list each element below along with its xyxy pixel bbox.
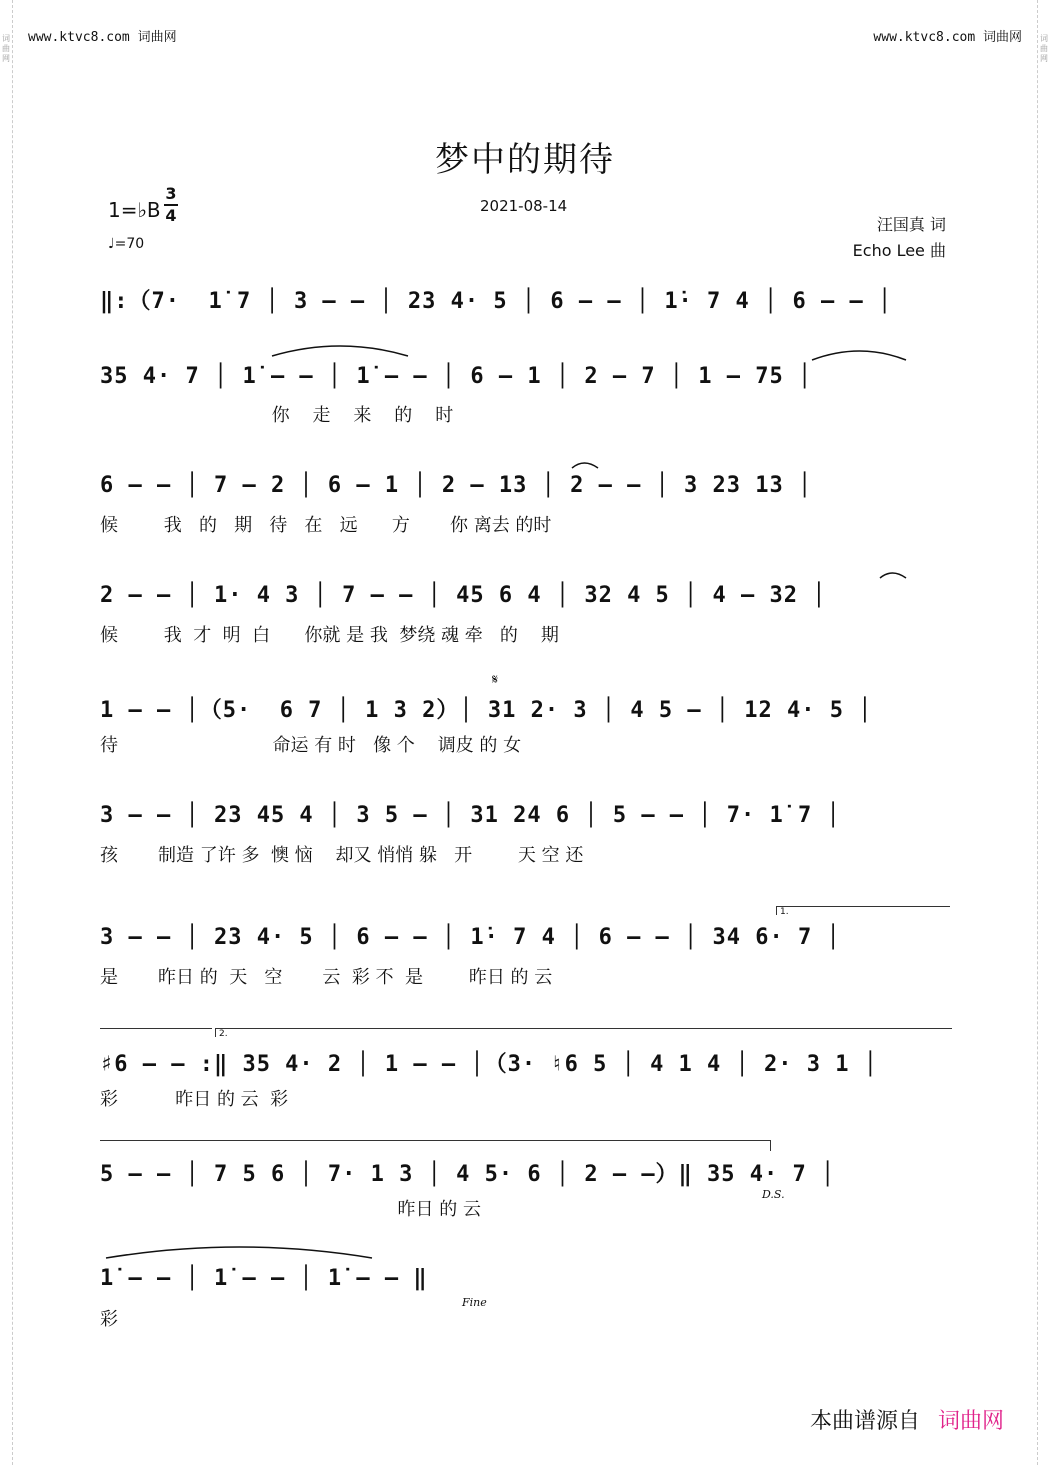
lyricist-credit: 汪国真 词 — [876, 215, 946, 234]
lyrics-row-4: 候 我 才 明 白 你就 是 我 梦绕 魂 牵 的 期 — [100, 625, 559, 646]
song-title: 梦中的期待 — [435, 140, 615, 180]
lyrics-row-8: 彩 昨日 的 云 彩 — [100, 1089, 289, 1110]
edge-watermark: 词曲网 — [2, 34, 10, 63]
notes-row-8: ♯6 – – :‖ 35 4· 2 │ 1 – – │（3· ♮6 5 │ 4 1 4 │ 2· 3 1 │ — [100, 1052, 878, 1077]
slur-arc — [880, 573, 906, 578]
notes-row-10: 1̇ – – │ 1̇ – – │ 1̇ – – ‖ — [100, 1266, 428, 1291]
notes-row-3: 6 – – │ 7 – 2 │ 6 – 1 │ 2 – 13 │ 2 – – │ 3 23 13 │ — [100, 473, 813, 498]
notes-row-4: 2 – – │ 1· 4 3 │ 7 – – │ 45 6 4 │ 32 4 5 │ 4 – 32 │ — [100, 583, 827, 608]
fine-marking: Fine — [462, 1296, 487, 1309]
tempo-marking: ♩=70 — [108, 236, 145, 252]
footer-source — [810, 1404, 1004, 1435]
lyrics-row-6: 孩 制造 了许 多 懊 恼 却又 悄悄 躲 开 天 空 还 — [100, 845, 584, 866]
lyrics-row-7: 是 昨日 的 天 空 云 彩 不 是 昨日 的 云 — [100, 967, 553, 988]
site-url-right[interactable]: www.ktvc8.com 词曲网 — [873, 30, 1022, 45]
slur-arc — [572, 463, 598, 468]
notes-row-5: 1 – – │（5· 6 7 │ 1 3 2）│ 31 2· 3 │ 4 5 – │ 12 4· 5 │ — [100, 698, 873, 723]
lyrics-row-10: 彩 — [100, 1309, 118, 1330]
composer-credit: Echo Lee 曲 — [852, 241, 946, 260]
time-numerator: 3 — [165, 184, 177, 203]
footer-brand-link[interactable]: 词曲网 — [937, 1409, 1004, 1434]
ds-marking: D.S. — [762, 1188, 785, 1201]
notes-row-9: 5 – – │ 7 5 6 │ 7· 1 3 │ 4 5· 6 │ 2 – –）‖ 35 4· 7 │ — [100, 1162, 836, 1187]
time-denominator: 4 — [165, 206, 177, 225]
slur-arc — [106, 1247, 372, 1258]
notes-row-6: 3 – – │ 23 45 4 │ 3 5 – │ 31 24 6 │ 5 – – │ 7· 1̇ 7 │ — [100, 803, 841, 828]
edge-watermark: 词曲网 — [1040, 34, 1048, 63]
date-label: 2021-08-14 — [480, 197, 568, 215]
lyrics-row-3: 候 我 的 期 待 在 远 方 你 离去 的时 — [100, 515, 552, 536]
notes-row-7: 3 – – │ 23 4· 5 │ 6 – – │ 1̇· 7 4 │ 6 – – │ 34 6· 7 │ — [100, 925, 841, 950]
volta-1-label: 1. — [780, 907, 789, 917]
slur-arc — [812, 351, 906, 360]
segno-sign: 𝄋 — [492, 672, 499, 688]
notes-row-2: 35 4· 7 │ 1̇ – – │ 1̇ – – │ 6 – 1 │ 2 – 7 │ 1 – 75 │ — [100, 364, 813, 389]
notes-row-1: ‖:（7· 1̇ 7 │ 3 – – │ 23 4· 5 │ 6 – – │ 1̇· 7 4 │ 6 – – │ — [100, 289, 893, 314]
slur-arc — [272, 346, 408, 356]
lyrics-row-2: 你 走 来 的 时 — [100, 405, 454, 426]
lyrics-row-9: 昨日 的 云 — [100, 1199, 481, 1220]
key-label: 1=♭B — [108, 198, 161, 222]
footer-source-label: 本曲谱源自 — [809, 1409, 920, 1434]
site-url-left[interactable]: www.ktvc8.com 词曲网 — [28, 30, 177, 45]
lyrics-row-5: 待 命运 有 时 像 个 调皮 的 女 — [100, 735, 522, 756]
volta-2-label: 2. — [219, 1029, 228, 1039]
